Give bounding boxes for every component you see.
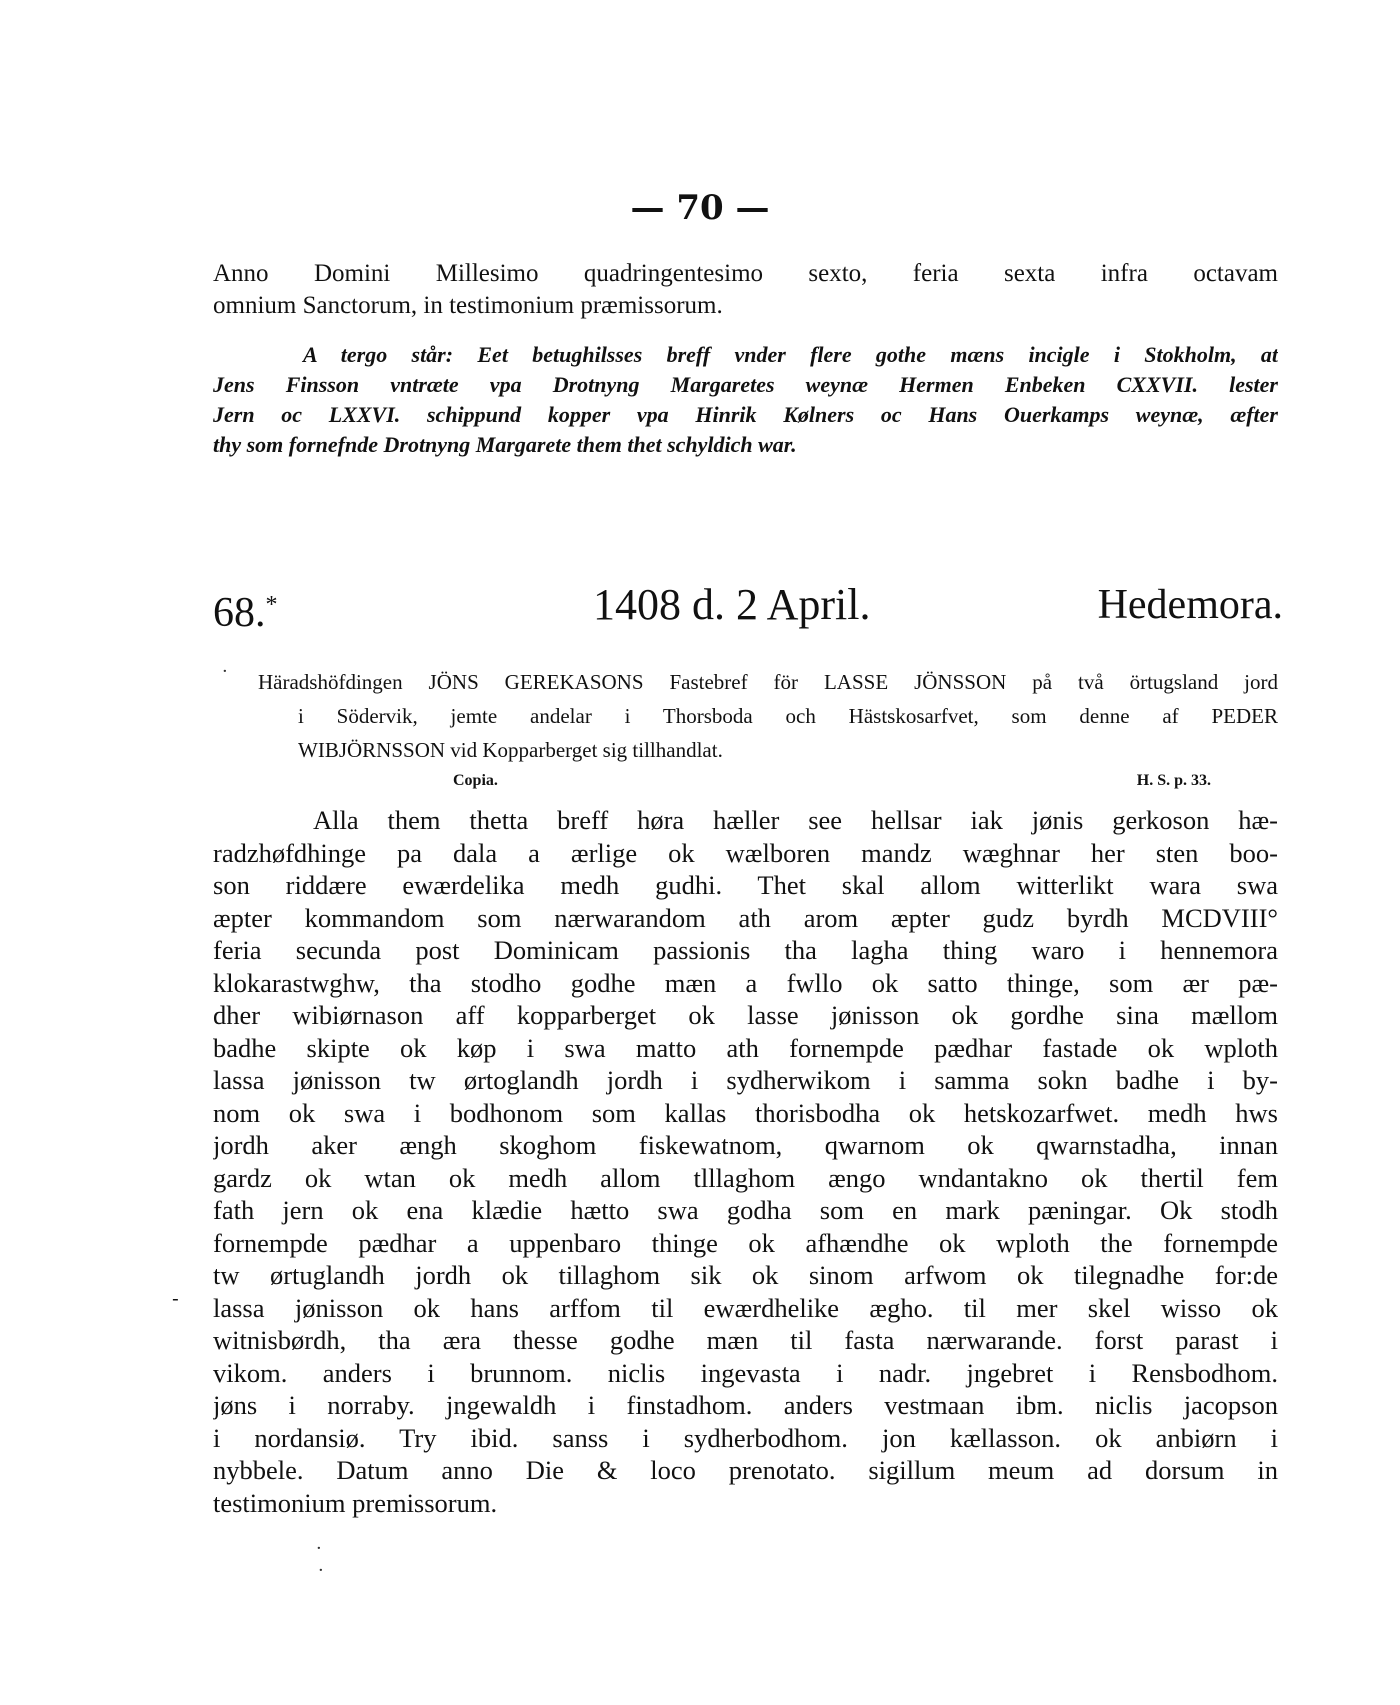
charter-text — [213, 804, 1278, 1519]
print-speck-icon: · — [222, 661, 228, 682]
text-line: Anno Domini Millesimo quadringentesimo sexto, feria sexta infra octavam — [213, 260, 1278, 287]
text-line: Alla them thetta breff høra hæller see hellsar iak jønis gerkoson hæ- — [313, 805, 1278, 835]
page-number: — 70 — — [630, 188, 770, 228]
text-line: lassa jønisson ok hans arffom til ewærdhelike ægho. til mer skel wisso ok — [213, 1292, 1278, 1323]
text-line: nybbele. Datum anno Die & loco prenotato. sigillum meum ad dorsum in — [213, 1455, 1278, 1485]
text-line: jordh aker ængh skoghom fiskewatnom, qwarnom ok qwarnstadha, innan — [213, 1130, 1278, 1160]
document-summary — [213, 661, 1278, 767]
text-line: æpter kommandom som nærwarandom ath arom æpter gudz byrdh MCDVIII° — [213, 902, 1278, 933]
margin-mark: - — [172, 1286, 179, 1310]
text-line: Jern oc LXXVI. schippund kopper vpa Hinrik Kølners oc Hans Ouerkamps weynæ, æfter — [213, 402, 1278, 427]
text-line: Häradshöfdingen JÖNS GEREKASONS Fastebref för LASSE JÖNSSON på två örtugsland jord — [258, 670, 1278, 694]
text-line: badhe skipte ok køp i swa matto ath fornempde pædhar fastade ok wploth — [213, 1032, 1278, 1063]
document-heading — [213, 575, 1283, 635]
text-line: jøns i norraby. jngewaldh i finstadhom. anders vestmaan ibm. niclis jacopson — [213, 1390, 1278, 1420]
document-number-mark: * — [265, 592, 278, 618]
text-line: radzhøfdhinge pa dala a ærlige ok wælboren mandz wæghnar her sten boo- — [213, 837, 1278, 868]
print-speck-icon: · — [318, 1560, 324, 1581]
text-line: gardz ok wtan ok medh allom tlllaghom ængo wndantakno ok thertil fem — [213, 1162, 1278, 1193]
text-line: fath jern ok ena klædie hætto swa godha som en mark pæningar. Ok stodh — [213, 1195, 1278, 1225]
text-line: testimonium premissorum. — [213, 1487, 498, 1518]
text-line: nom ok swa i bodhonom som kallas thorisbodha ok hetskozarfwet. medh hws — [213, 1097, 1278, 1128]
document-number: 68.* — [213, 590, 278, 636]
source-reference — [453, 770, 1211, 792]
text-line: i nordansiø. Try ibid. sanss i sydherbodhom. jon kællasson. ok anbiørn i — [213, 1422, 1278, 1453]
text-line: WIBJÖRNSSON vid Kopparberget sig tillhandlat. — [298, 738, 723, 762]
text-line: Jens Finsson vntræte vpa Drotnyng Margaretes weynæ Hermen Enbeken CXXVII. lester — [213, 372, 1278, 397]
text-line: vikom. anders i brunnom. niclis ingevasta i nadr. jngebret i Rensbodhom. — [213, 1357, 1278, 1388]
text-line: witnisbørdh, tha æra thesse godhe mæn til fasta nærwarande. forst parast i — [213, 1325, 1278, 1355]
text-line: omnium Sanctorum, in testimonium præmissorum. — [213, 292, 723, 319]
source-citation: H. S. p. 33. — [1136, 772, 1211, 789]
text-line: tw ørtuglandh jordh ok tillaghom sik ok sinom arfwom ok tilegnadhe for:de — [213, 1260, 1278, 1290]
text-line: thy som fornefnde Drotnyng Margarete them thet schyldich war. — [213, 432, 797, 457]
text-line: dher wibiørnason aff kopparberget ok lasse jønisson ok gordhe sina mællom — [213, 1000, 1278, 1030]
text-line: klokarastwghw, tha stodho godhe mæn a fwllo ok satto thinge, som ær pæ- — [213, 967, 1278, 998]
text-line: feria secunda post Dominicam passionis tha lagha thing waro i hennemora — [213, 935, 1278, 965]
endorsement-note — [213, 340, 1278, 460]
text-line: fornempde pædhar a uppenbaro thinge ok afhændhe ok wploth the fornempde — [213, 1227, 1278, 1258]
previous-document-ending — [213, 258, 1278, 322]
text-line: i Södervik, jemte andelar i Thorsboda och Hästskosarfvet, som denne af PEDER — [298, 704, 1278, 728]
source-copy-label: Copia. — [453, 772, 498, 789]
document-date: 1408 d. 2 April. — [593, 580, 871, 629]
print-speck-icon: · — [316, 1538, 322, 1559]
text-line: lassa jønisson tw ørtoglandh jordh i sydherwikom i samma sokn badhe i by- — [213, 1065, 1278, 1095]
document-place: Hedemora. — [1097, 582, 1283, 628]
text-line: son riddære ewærdelika medh gudhi. Thet skal allom witterlikt wara swa — [213, 870, 1278, 900]
text-line: A tergo står: Eet betughilsses breff vnder flere gothe mæns incigle i Stokholm, at — [303, 342, 1278, 367]
